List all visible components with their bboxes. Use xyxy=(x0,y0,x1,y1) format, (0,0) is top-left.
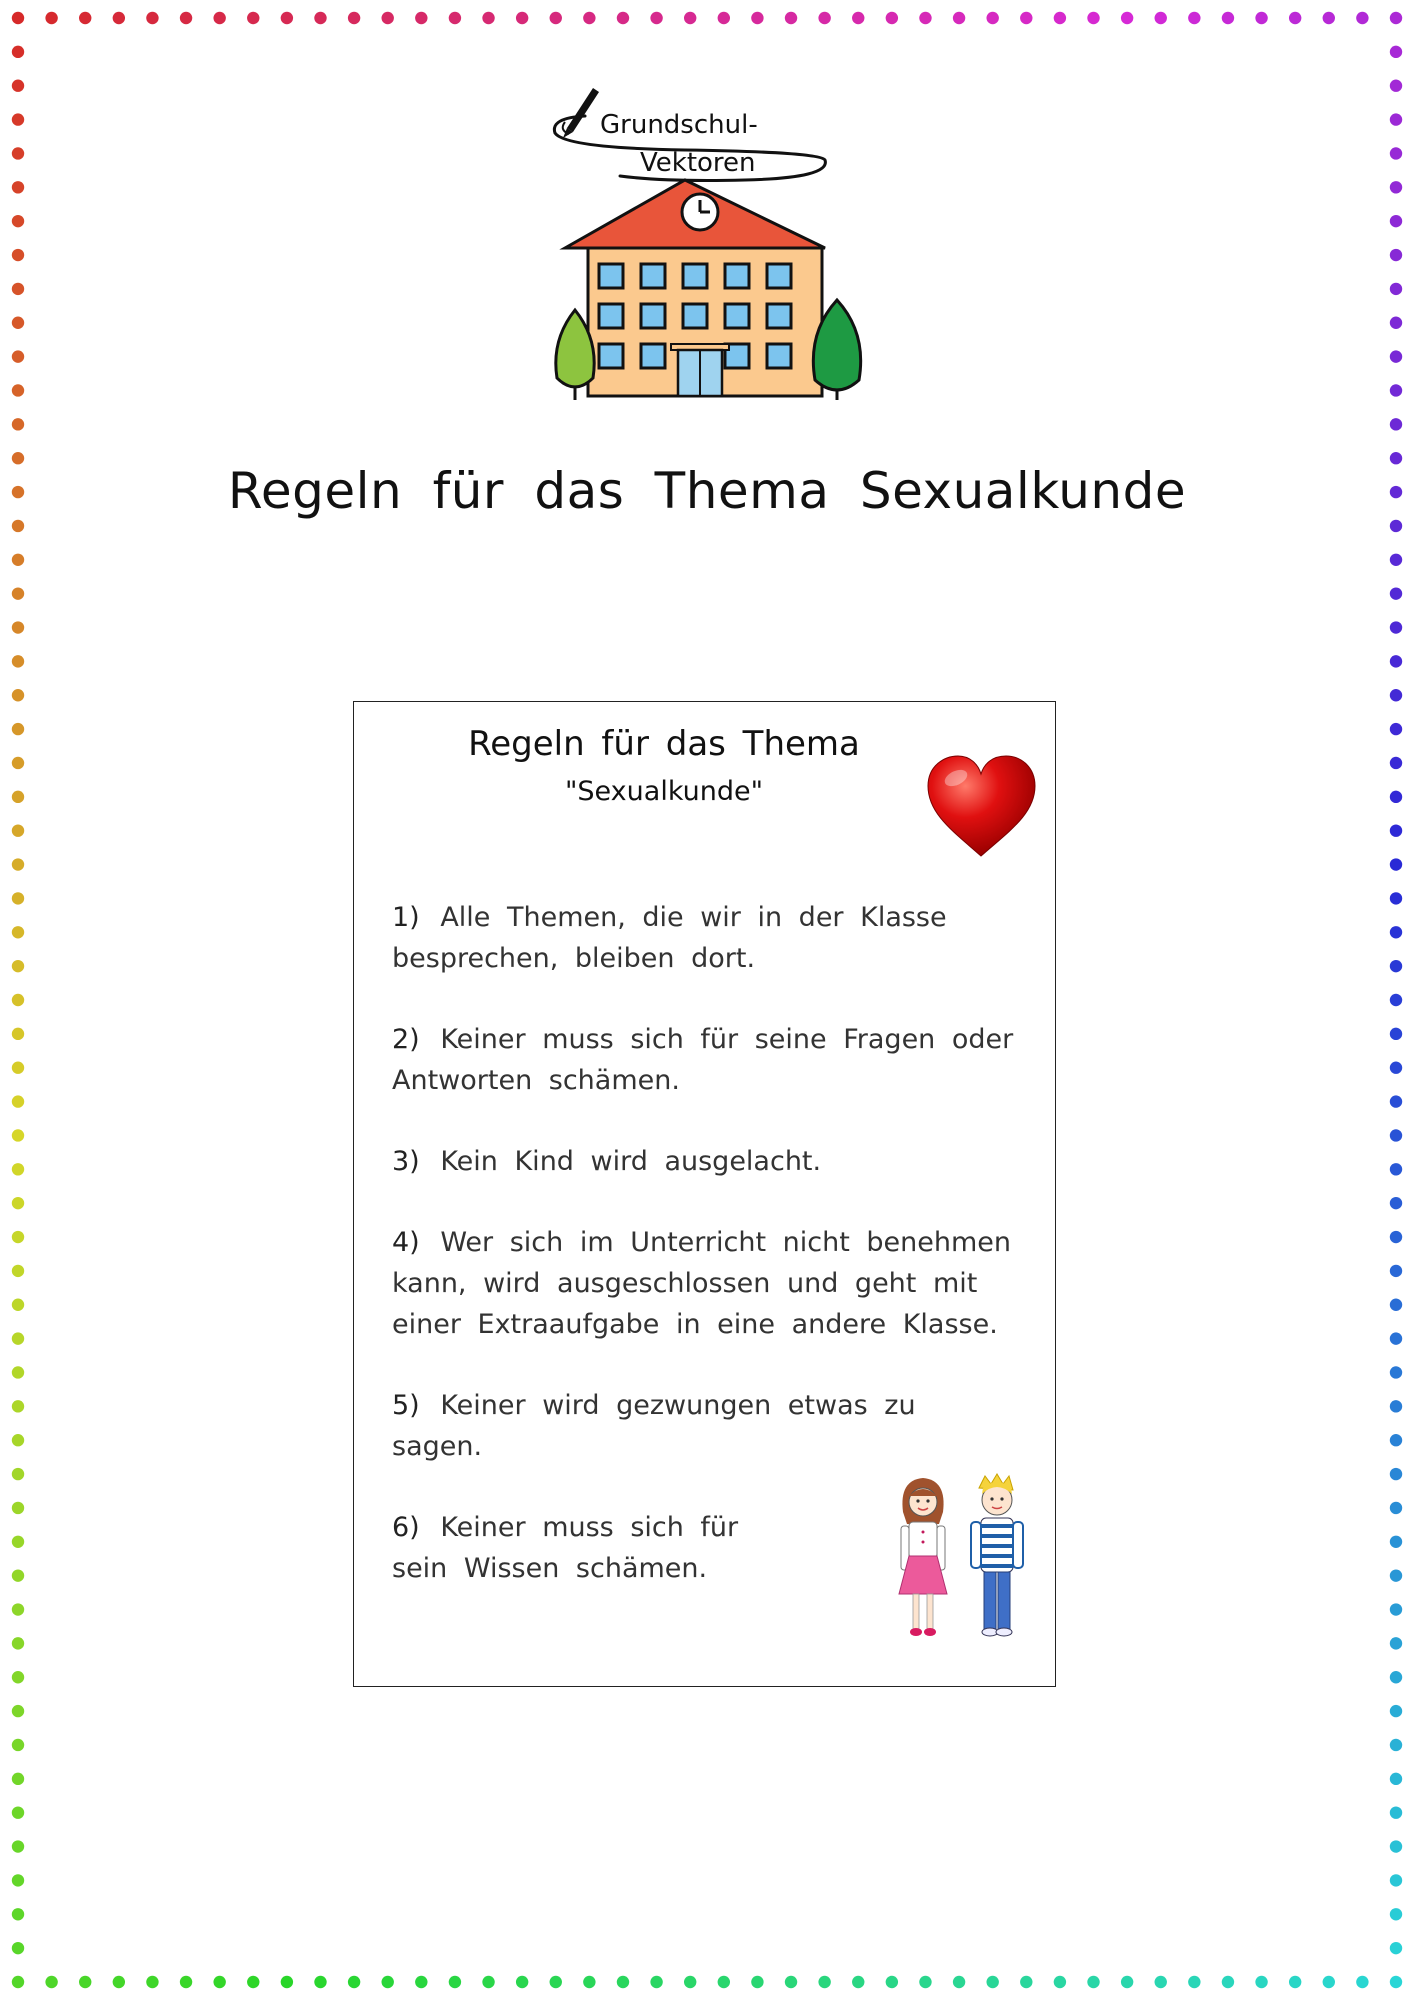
rule-number: 1) xyxy=(392,902,420,933)
border-dot xyxy=(12,1366,24,1378)
border-dot xyxy=(1390,249,1402,261)
border-dot xyxy=(415,1976,427,1988)
border-dot xyxy=(1390,12,1402,24)
rule-text: Wer sich im Unterricht nicht benehmen kann, wird ausgeschlossen und geht mit einer Extraaufgabe in eine andere Klasse. xyxy=(392,1227,1011,1340)
border-dot xyxy=(751,1976,763,1988)
border-dot xyxy=(449,12,461,24)
border-dot xyxy=(12,723,24,735)
girl-figure xyxy=(899,1478,947,1636)
border-dot xyxy=(1390,621,1402,633)
border-dot xyxy=(1390,1942,1402,1954)
border-dot xyxy=(12,1976,24,1988)
rule-item xyxy=(392,1222,1032,1345)
border-dot xyxy=(12,1874,24,1886)
border-dot xyxy=(12,587,24,599)
border-dot xyxy=(1390,317,1402,329)
border-dot xyxy=(1390,1163,1402,1175)
border-dot xyxy=(314,12,326,24)
rule-item xyxy=(392,1507,792,1589)
border-dot xyxy=(1390,1637,1402,1649)
border-dot xyxy=(583,1976,595,1988)
border-dot xyxy=(550,12,562,24)
rule-number: 4) xyxy=(392,1227,420,1258)
border-dot xyxy=(1390,1265,1402,1277)
border-dot xyxy=(1188,1976,1200,1988)
border-dot xyxy=(1087,1976,1099,1988)
border-dot xyxy=(1390,689,1402,701)
border-dot xyxy=(785,1976,797,1988)
border-dot xyxy=(12,1129,24,1141)
border-dot xyxy=(1289,1976,1301,1988)
window-icon xyxy=(725,304,749,328)
border-dot xyxy=(1390,791,1402,803)
border-dot xyxy=(650,1976,662,1988)
border-dot xyxy=(1390,1095,1402,1107)
border-dot xyxy=(12,926,24,938)
border-dot xyxy=(1054,1976,1066,1988)
border-dot xyxy=(12,791,24,803)
border-dot xyxy=(583,12,595,24)
border-dot xyxy=(1390,113,1402,125)
border-dot xyxy=(146,1976,158,1988)
border-dot xyxy=(1390,1366,1402,1378)
border-dot xyxy=(1390,418,1402,430)
border-dot xyxy=(1020,1976,1032,1988)
border-dot xyxy=(1390,1129,1402,1141)
border-dot xyxy=(1390,350,1402,362)
rule-item xyxy=(392,1385,932,1467)
school-door xyxy=(671,344,729,396)
border-dot xyxy=(1390,1874,1402,1886)
border-dot xyxy=(382,1976,394,1988)
border-dot xyxy=(1356,12,1368,24)
border-dot xyxy=(12,1231,24,1243)
border-dot xyxy=(516,1976,528,1988)
border-dot xyxy=(247,1976,259,1988)
border-dot xyxy=(1390,858,1402,870)
border-dot xyxy=(1390,1569,1402,1581)
border-dot xyxy=(1390,757,1402,769)
border-dot xyxy=(1390,655,1402,667)
rule-item xyxy=(392,897,1032,979)
rule-text: Keiner wird gezwungen etwas zu sagen. xyxy=(392,1390,916,1462)
border-dot xyxy=(45,1976,57,1988)
border-dot xyxy=(482,1976,494,1988)
border-dot xyxy=(12,858,24,870)
border-dot xyxy=(785,12,797,24)
border-dot xyxy=(12,1806,24,1818)
border-dot xyxy=(1390,1400,1402,1412)
border-dot xyxy=(12,1536,24,1548)
window-icon xyxy=(599,304,623,328)
border-dot xyxy=(247,12,259,24)
window-icon xyxy=(641,264,665,288)
border-dot xyxy=(1390,1434,1402,1446)
border-dot xyxy=(1390,587,1402,599)
border-dot xyxy=(1390,384,1402,396)
border-dot xyxy=(180,1976,192,1988)
window-icon xyxy=(641,344,665,368)
poster-title: Regeln für das Thema xyxy=(468,724,860,764)
border-dot xyxy=(281,12,293,24)
window-icon xyxy=(683,304,707,328)
border-dot xyxy=(12,757,24,769)
window-icon xyxy=(599,344,623,368)
border-dot xyxy=(1390,824,1402,836)
border-dot xyxy=(751,12,763,24)
border-dot xyxy=(1390,1332,1402,1344)
border-dot xyxy=(1390,1502,1402,1514)
border-dot xyxy=(1390,1976,1402,1988)
border-dot xyxy=(886,1976,898,1988)
border-dot xyxy=(1390,1028,1402,1040)
border-dot xyxy=(684,12,696,24)
border-dot xyxy=(1390,892,1402,904)
rule-number: 6) xyxy=(392,1512,420,1543)
border-dot xyxy=(113,1976,125,1988)
border-dot xyxy=(852,1976,864,1988)
border-dot xyxy=(12,1739,24,1751)
border-dot xyxy=(12,1603,24,1615)
border-dot xyxy=(180,12,192,24)
window-icon xyxy=(767,344,791,368)
border-dot xyxy=(12,520,24,532)
border-dot xyxy=(550,1976,562,1988)
window-icon xyxy=(641,304,665,328)
border-dot xyxy=(12,994,24,1006)
border-dot xyxy=(12,824,24,836)
children-illustration xyxy=(887,1472,1047,1687)
border-dot xyxy=(1390,1231,1402,1243)
border-dot xyxy=(12,1569,24,1581)
rules-poster xyxy=(353,701,1056,1687)
border-dot xyxy=(12,1265,24,1277)
border-dot xyxy=(12,1671,24,1683)
border-dot xyxy=(12,1299,24,1311)
border-dot xyxy=(1390,1773,1402,1785)
border-dot xyxy=(12,12,24,24)
school-logo xyxy=(545,78,865,408)
border-dot xyxy=(1087,12,1099,24)
border-dot xyxy=(1323,12,1335,24)
border-dot xyxy=(12,1908,24,1920)
rule-item xyxy=(392,1141,1032,1182)
border-dot xyxy=(12,689,24,701)
border-dot xyxy=(1390,1197,1402,1209)
border-dot xyxy=(12,46,24,58)
border-dot xyxy=(1390,1739,1402,1751)
border-dot xyxy=(1390,1908,1402,1920)
border-dot xyxy=(986,1976,998,1988)
border-dot xyxy=(1390,554,1402,566)
border-dot xyxy=(1390,46,1402,58)
border-dot xyxy=(12,1942,24,1954)
window-icon xyxy=(599,264,623,288)
window-icon xyxy=(767,304,791,328)
border-dot xyxy=(12,621,24,633)
border-dot xyxy=(213,12,225,24)
border-dot xyxy=(1255,12,1267,24)
border-dot xyxy=(12,418,24,430)
border-dot xyxy=(12,350,24,362)
border-dot xyxy=(1289,12,1301,24)
window-icon xyxy=(767,264,791,288)
border-dot xyxy=(79,1976,91,1988)
page-title: Regeln für das Thema Sexualkunde xyxy=(227,462,1187,520)
border-dot xyxy=(718,12,730,24)
border-dot xyxy=(12,317,24,329)
border-dot xyxy=(1155,12,1167,24)
border-dot xyxy=(1390,283,1402,295)
border-dot xyxy=(213,1976,225,1988)
border-dot xyxy=(1390,1806,1402,1818)
rule-text: Kein Kind wird ausgelacht. xyxy=(440,1146,822,1177)
border-dot xyxy=(1390,1536,1402,1548)
border-dot xyxy=(1222,1976,1234,1988)
border-dot xyxy=(1390,1062,1402,1074)
border-dot xyxy=(1155,1976,1167,1988)
border-dot xyxy=(1390,1671,1402,1683)
border-dot xyxy=(1390,215,1402,227)
border-dot xyxy=(617,1976,629,1988)
border-dot xyxy=(953,1976,965,1988)
border-dot xyxy=(650,12,662,24)
border-dot xyxy=(12,1400,24,1412)
border-dot xyxy=(1390,520,1402,532)
border-dot xyxy=(1222,12,1234,24)
border-dot xyxy=(1390,181,1402,193)
border-dot xyxy=(919,12,931,24)
border-dot xyxy=(1121,12,1133,24)
border-dot xyxy=(12,384,24,396)
border-dot xyxy=(919,1976,931,1988)
border-dot xyxy=(1054,12,1066,24)
border-dot xyxy=(79,12,91,24)
border-dot xyxy=(1390,1468,1402,1480)
border-dot xyxy=(348,12,360,24)
border-dot xyxy=(1020,12,1032,24)
border-dot xyxy=(12,655,24,667)
border-dot xyxy=(12,1773,24,1785)
border-dot xyxy=(12,1028,24,1040)
border-dot xyxy=(718,1976,730,1988)
border-dot xyxy=(886,12,898,24)
border-dot xyxy=(12,113,24,125)
border-dot xyxy=(12,1502,24,1514)
border-dot xyxy=(415,12,427,24)
rule-text: Alle Themen, die wir in der Klasse besprechen, bleiben dort. xyxy=(392,902,947,974)
border-dot xyxy=(12,1840,24,1852)
border-dot xyxy=(482,12,494,24)
border-dot xyxy=(1356,1976,1368,1988)
border-dot xyxy=(852,12,864,24)
rule-number: 2) xyxy=(392,1024,420,1055)
border-dot xyxy=(818,1976,830,1988)
border-dot xyxy=(1390,723,1402,735)
boy-figure xyxy=(971,1474,1023,1636)
border-dot xyxy=(12,892,24,904)
rule-text: Keiner muss sich für seine Fragen oder Antworten schämen. xyxy=(392,1024,1014,1096)
border-dot xyxy=(12,1434,24,1446)
border-dot xyxy=(1390,960,1402,972)
border-dot xyxy=(1390,994,1402,1006)
rule-number: 5) xyxy=(392,1390,420,1421)
border-dot xyxy=(953,12,965,24)
border-dot xyxy=(12,1468,24,1480)
pen-icon xyxy=(563,88,599,138)
border-dot xyxy=(449,1976,461,1988)
border-dot xyxy=(281,1976,293,1988)
border-dot xyxy=(684,1976,696,1988)
border-dot xyxy=(516,12,528,24)
border-dot xyxy=(314,1976,326,1988)
border-dot xyxy=(617,12,629,24)
border-dot xyxy=(1390,926,1402,938)
border-dot xyxy=(45,12,57,24)
border-dot xyxy=(1390,1705,1402,1717)
border-dot xyxy=(146,12,158,24)
border-dot xyxy=(1323,1976,1335,1988)
border-dot xyxy=(12,1637,24,1649)
border-dot xyxy=(1390,147,1402,159)
logo-line-2: Vektoren xyxy=(640,148,756,178)
border-dot xyxy=(1255,1976,1267,1988)
border-dot xyxy=(12,80,24,92)
border-dot xyxy=(348,1976,360,1988)
border-dot xyxy=(113,12,125,24)
border-dot xyxy=(12,960,24,972)
border-dot xyxy=(12,1332,24,1344)
window-icon xyxy=(725,264,749,288)
border-dot xyxy=(1390,1603,1402,1615)
border-dot xyxy=(12,1197,24,1209)
border-dot xyxy=(12,1705,24,1717)
border-dot xyxy=(382,12,394,24)
logo-line-1: Grundschul- xyxy=(600,110,758,140)
border-dot xyxy=(12,554,24,566)
border-dot xyxy=(1390,1299,1402,1311)
border-dot xyxy=(12,215,24,227)
border-dot xyxy=(818,12,830,24)
border-dot xyxy=(12,1062,24,1074)
border-dot xyxy=(1390,80,1402,92)
border-dot xyxy=(12,283,24,295)
border-dot xyxy=(12,147,24,159)
rule-text: Keiner muss sich für sein Wissen schämen. xyxy=(392,1512,739,1584)
clock-icon xyxy=(682,194,718,230)
window-icon xyxy=(683,264,707,288)
rule-number: 3) xyxy=(392,1146,420,1177)
border-dot xyxy=(1390,1840,1402,1852)
border-dot xyxy=(12,1095,24,1107)
poster-subtitle: "Sexualkunde" xyxy=(564,776,764,807)
rule-item xyxy=(392,1019,1032,1101)
border-dot xyxy=(12,181,24,193)
border-dot xyxy=(12,1163,24,1175)
heart-icon xyxy=(924,752,1039,860)
border-dot xyxy=(1188,12,1200,24)
border-dot xyxy=(12,249,24,261)
border-dot xyxy=(1121,1976,1133,1988)
border-dot xyxy=(986,12,998,24)
